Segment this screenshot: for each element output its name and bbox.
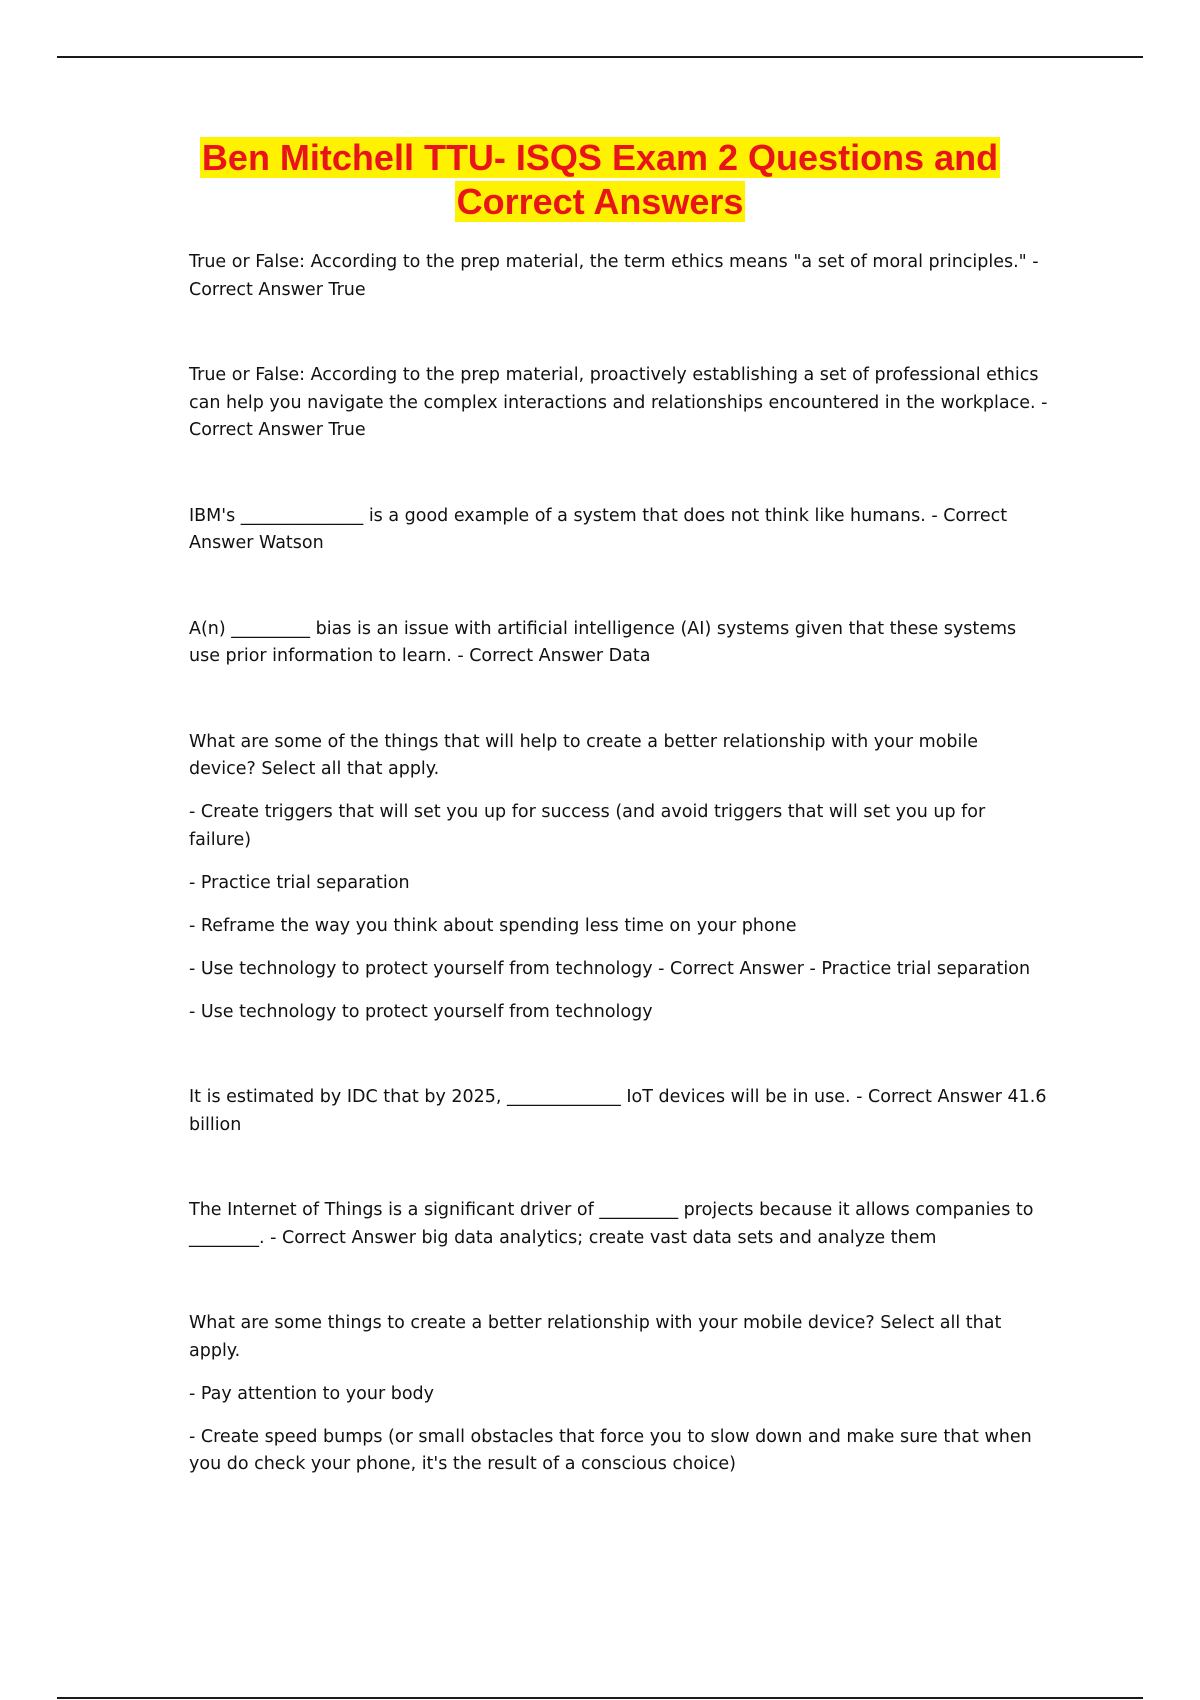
- question-text: The Internet of Things is a significant driver of _________ projects because it allows companies to ________. - Correct Answer big data analytics; create vast data sets and analyze them: [189, 1200, 1034, 1248]
- answer-option: - Use technology to protect yourself from technology: [189, 1001, 653, 1022]
- question-item: [189, 249, 1049, 304]
- answer-option: - Create speed bumps (or small obstacles that force you to slow down and make sure that when you do check your phone, it's the result of a conscious choice): [189, 1426, 1032, 1474]
- question-item: [189, 1310, 1049, 1479]
- question-item: [189, 616, 1049, 671]
- question-text: True or False: According to the prep material, proactively establishing a set of professional ethics can help you navigate the complex interactions and relationships encountered in the workplace. - Correct Answer True: [189, 365, 1048, 440]
- question-text: A(n) _________ bias is an issue with artificial intelligence (AI) systems given that these systems use prior information to learn. - Correct Answer Data: [189, 618, 1017, 666]
- question-item: [189, 503, 1049, 558]
- answer-option: - Pay attention to your body: [189, 1383, 434, 1404]
- answer-option: - Create triggers that will set you up for success (and avoid triggers that will set you up for failure): [189, 802, 986, 850]
- question-item: [189, 729, 1049, 1027]
- answer-option: - Reframe the way you think about spending less time on your phone: [189, 915, 797, 936]
- question-text: It is estimated by IDC that by 2025, _____________ IoT devices will be in use. - Correct Answer 41.6 billion: [189, 1087, 1047, 1135]
- title-block: [140, 136, 1060, 224]
- question-text: True or False: According to the prep material, the term ethics means "a set of moral principles." - Correct Answer True: [189, 252, 1039, 300]
- question-item: [189, 362, 1049, 445]
- answer-option: - Use technology to protect yourself from technology - Correct Answer - Practice trial separation: [189, 958, 1031, 979]
- document-title: Ben Mitchell TTU- ISQS Exam 2 Questions and Correct Answers: [201, 137, 999, 222]
- bottom-rule: [57, 1697, 1143, 1699]
- question-text: What are some of the things that will help to create a better relationship with your mobile device? Select all that apply.: [189, 731, 979, 779]
- question-text: IBM's ______________ is a good example of a system that does not think like humans. - Correct Answer Watson: [189, 505, 1008, 553]
- question-item: [189, 1084, 1049, 1139]
- answer-option: - Practice trial separation: [189, 872, 410, 893]
- questions-list: [189, 249, 1049, 1479]
- question-item: [189, 1197, 1049, 1252]
- question-text: What are some things to create a better relationship with your mobile device? Select all that apply.: [189, 1313, 1002, 1361]
- top-rule: [57, 56, 1143, 58]
